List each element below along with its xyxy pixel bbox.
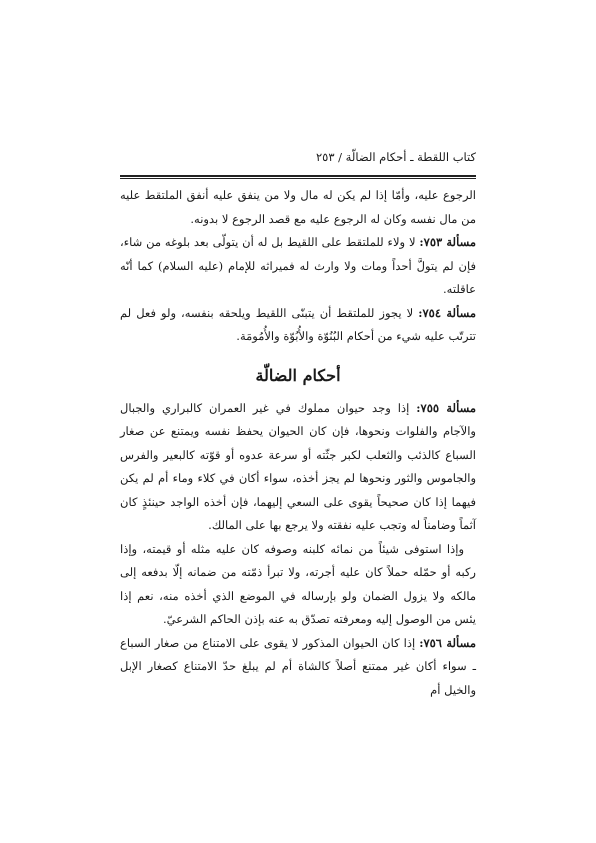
issue-756-text: إذا كان الحيوان المذكور لا يقوى على الامتناع من صغار السباع ـ سواء أكان غير ممتنع أصلاً كالشاة أم لم يبلغ حدّ الامتناع كصغار الإبل والخيل أم [120, 635, 476, 697]
issue-753-text: لا ولاء للملتقط على اللقيط بل له أن يتولّى بعد بلوغه من شاء، فإن لم يتولَّ أحداً ومات ولا وارث له فميراثه للإمام (عليه السلام) كما أنّه عاقلته. [120, 235, 476, 296]
issue-754 [120, 302, 476, 349]
issue-754-label: مسألة ٧٥٤: [418, 305, 476, 320]
issue-755-text: إذا وجد حيوان مملوك في غير العمران كالبراري والجبال والآجام والفلوات ونحوها، فإن كان الحيوان يحفظ نفسه ويمتنع عن صغار السباع كالذئب والثعلب لكبر جثّته أو سرعة عدوه أو قوّته كالبعير والفرس والجاموس والثور ونحوها لم يجز أخذه، سواء أكان في كلاء وماء أم لم يكن فيهما إذا كان صحيحاً يقوى على السعي إليهما، فإن أخذه الواجد حينئذٍ كان آثماً وضامناً له وتجب عليه نفقته ولا يرجع بها على المالك. [120, 400, 476, 532]
issue-755-label: مسألة ٧٥٥: [416, 400, 476, 415]
issue-753 [120, 231, 476, 302]
issue-754-text: لا يجوز للملتقط أن يتبنّى اللقيط ويلحقه بنفسه، ولو فعل لم تترتّب عليه شيء من أحكام البُنُوّة والأُبُوّة والأُمُومَة. [120, 305, 476, 343]
header-rule-thick [120, 175, 476, 177]
header-rule-thin [120, 178, 476, 179]
intro-paragraph [120, 184, 476, 231]
issue-755-continuation [120, 538, 476, 632]
issue-755-continuation-text: وإذا استوفى شيئاً من نمائه كلبنه وصوفه كان عليه مثله أو قيمته، وإذا ركبه أو حمّله حملاً كان عليه أجرته، ولا تبرأ ذمّته من ضمانه إلّا بدفعه إلى مالكه ولا يزول الضمان ولو بإرساله في الموضع الذي أخذه منه، نعم إذا يئس من الوصول إليه ومعرفته تصدّق به عنه بإذن الحاكم الشرعيّ. [120, 541, 476, 626]
intro-text: الرجوع عليه، وأمّا إذا لم يكن له مال ولا من ينفق عليه أنفق الملتقط عليه من مال نفسه وكان له الرجوع عليه مع قصد الرجوع لا بدونه. [120, 188, 476, 226]
running-header: كتاب اللقطة ـ أحكام الضالّة / ٢٥٣ [315, 150, 476, 164]
issue-756-label: مسألة ٧٥٦: [419, 635, 476, 650]
section-title: أحكام الضالّة [255, 365, 341, 385]
issue-753-label: مسألة ٧٥٣: [419, 235, 476, 249]
issue-755 [120, 397, 476, 538]
page-body [120, 184, 476, 702]
issue-756 [120, 632, 476, 703]
